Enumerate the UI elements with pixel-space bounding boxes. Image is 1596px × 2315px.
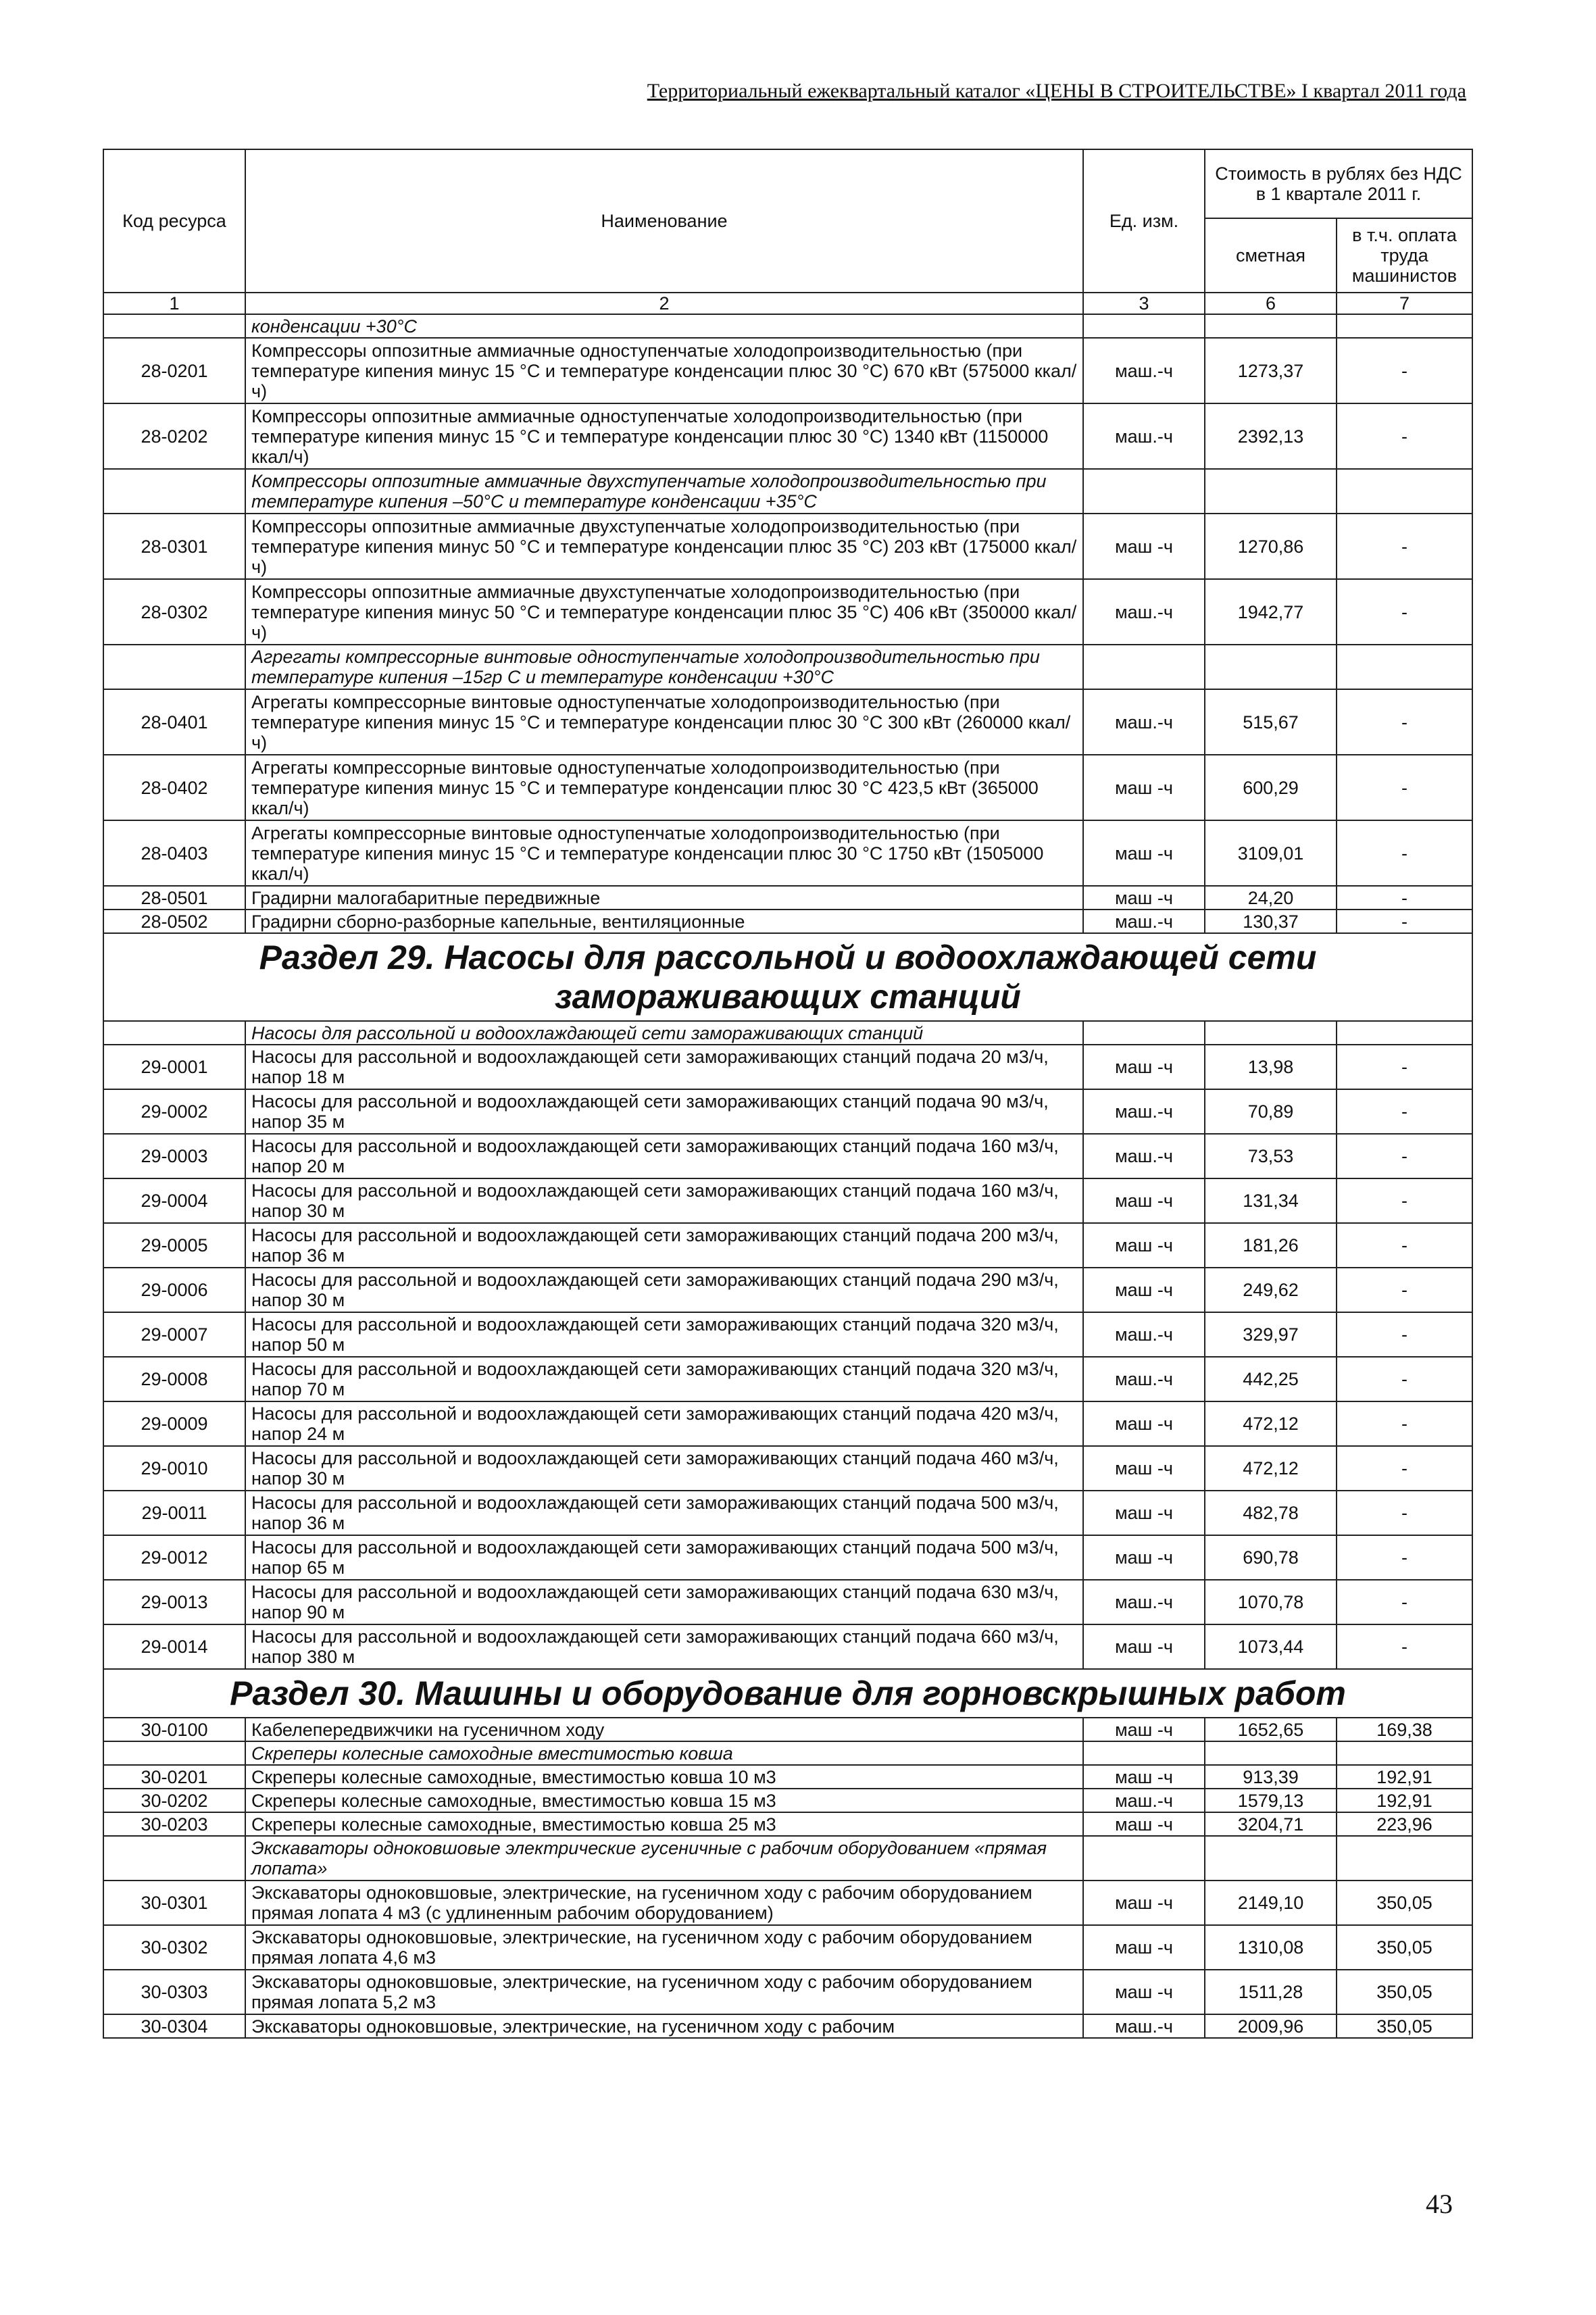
labor-cost: -: [1337, 1178, 1472, 1223]
unit-cell: маш -ч: [1083, 1446, 1205, 1491]
unit-cell: маш -ч: [1083, 1970, 1205, 2014]
resource-name: Компрессоры оппозитные аммиачные двухступенчатые холодопроизводительностью (при температуре кипения минус 50 °С и температуре конденсации плюс 35 °С) 406 кВт (350000 ккал/ч): [245, 579, 1083, 645]
resource-name: Насосы для рассольной и водоохлаждающей сети замораживающих станций подача 320 м3/ч, напор 70 м: [245, 1357, 1083, 1401]
labor-cost: -: [1337, 1268, 1472, 1312]
estimate-cost: 329,97: [1205, 1312, 1337, 1357]
resource-name: Насосы для рассольной и водоохлаждающей сети замораживающих станций подача 420 м3/ч, напор 24 м: [245, 1401, 1083, 1446]
column-number: 2: [245, 293, 1083, 314]
resource-name: Агрегаты компрессорные винтовые одноступенчатые холодопроизводительностью (при температуре кипения минус 15 °С и температуре конденсации плюс 30 °С 300 кВт (260000 ккал/ч): [245, 689, 1083, 755]
resource-code: 30-0202: [103, 1789, 245, 1812]
estimate-cost: 1073,44: [1205, 1624, 1337, 1669]
resource-name: Скреперы колесные самоходные вместимостью ковша: [245, 1741, 1083, 1765]
unit-cell: маш -ч: [1083, 1178, 1205, 1223]
labor-cost: -: [1337, 755, 1472, 820]
table-row: [103, 910, 1472, 933]
labor-cost: 350,05: [1337, 1925, 1472, 1970]
resource-name: Экскаваторы одноковшовые, электрические, на гусеничном ходу с рабочим оборудованием прямая лопата 4,6 м3: [245, 1925, 1083, 1970]
header-code: Код ресурса: [103, 149, 245, 293]
estimate-cost: 130,37: [1205, 910, 1337, 933]
table-row: [103, 1357, 1472, 1401]
resource-code: 29-0008: [103, 1357, 245, 1401]
unit-cell: маш -ч: [1083, 886, 1205, 910]
labor-cost: -: [1337, 1045, 1472, 1089]
resource-name: конденсации +30°С: [245, 314, 1083, 338]
estimate-cost: 1652,65: [1205, 1718, 1337, 1741]
labor-cost: -: [1337, 1580, 1472, 1624]
resource-name: Насосы для рассольной и водоохлаждающей сети замораживающих станций подача 630 м3/ч, напор 90 м: [245, 1580, 1083, 1624]
column-number-row: [103, 293, 1472, 314]
unit-cell: маш.-ч: [1083, 910, 1205, 933]
resource-code: 29-0007: [103, 1312, 245, 1357]
resource-code: 29-0005: [103, 1223, 245, 1268]
resource-name: Компрессоры оппозитные аммиачные одноступенчатые холодопроизводительностью (при температуре кипения минус 15 °С и температуре конденсации плюс 30 °С) 1340 кВт (1150000 ккал/ч): [245, 403, 1083, 469]
estimate-cost: [1205, 314, 1337, 338]
unit-cell: маш.-ч: [1083, 579, 1205, 645]
resource-name: Насосы для рассольной и водоохлаждающей сети замораживающих станций подача 200 м3/ч, напор 36 м: [245, 1223, 1083, 1268]
section-heading: Раздел 30. Машины и оборудование для горновскрышных работ: [103, 1669, 1472, 1718]
catalog-table-body: [103, 149, 1472, 2038]
resource-code: [103, 645, 245, 689]
unit-cell: маш -ч: [1083, 1268, 1205, 1312]
table-row: [103, 1312, 1472, 1357]
column-number: 1: [103, 293, 245, 314]
header-unit: Ед. изм.: [1083, 149, 1205, 293]
estimate-cost: 600,29: [1205, 755, 1337, 820]
table-row: [103, 1134, 1472, 1178]
labor-cost: [1337, 1021, 1472, 1045]
resource-name: Градирни сборно-разборные капельные, вентиляционные: [245, 910, 1083, 933]
resource-name: Насосы для рассольной и водоохлаждающей сети замораживающих станций подача 90 м3/ч, напор 35 м: [245, 1089, 1083, 1134]
table-row: [103, 579, 1472, 645]
resource-name: Насосы для рассольной и водоохлаждающей сети замораживающих станций подача 160 м3/ч, напор 30 м: [245, 1178, 1083, 1223]
unit-cell: маш -ч: [1083, 514, 1205, 579]
section-heading: Раздел 29. Насосы для рассольной и водоохлаждающей сети замораживающих станций: [103, 933, 1472, 1021]
estimate-cost: 3204,71: [1205, 1812, 1337, 1836]
estimate-cost: 181,26: [1205, 1223, 1337, 1268]
labor-cost: -: [1337, 1134, 1472, 1178]
resource-code: [103, 1741, 245, 1765]
unit-cell: маш.-ч: [1083, 1312, 1205, 1357]
unit-cell: маш -ч: [1083, 1718, 1205, 1741]
estimate-cost: 1942,77: [1205, 579, 1337, 645]
resource-code: 29-0012: [103, 1535, 245, 1580]
estimate-cost: 3109,01: [1205, 820, 1337, 886]
resource-name: Скреперы колесные самоходные, вместимостью ковша 15 м3: [245, 1789, 1083, 1812]
column-number: 3: [1083, 293, 1205, 314]
estimate-cost: 1511,28: [1205, 1970, 1337, 2014]
unit-cell: маш.-ч: [1083, 1580, 1205, 1624]
labor-cost: -: [1337, 338, 1472, 403]
unit-cell: маш.-ч: [1083, 1789, 1205, 1812]
table-row: [103, 1718, 1472, 1741]
table-row: [103, 1268, 1472, 1312]
estimate-cost: 73,53: [1205, 1134, 1337, 1178]
resource-code: 29-0003: [103, 1134, 245, 1178]
resource-code: 30-0100: [103, 1718, 245, 1741]
labor-cost: [1337, 645, 1472, 689]
resource-name: Насосы для рассольной и водоохлаждающей сети замораживающих станций подача 500 м3/ч, напор 36 м: [245, 1491, 1083, 1535]
unit-cell: [1083, 645, 1205, 689]
estimate-cost: 131,34: [1205, 1178, 1337, 1223]
resource-code: 28-0502: [103, 910, 245, 933]
resource-name: Градирни малогабаритные передвижные: [245, 886, 1083, 910]
resource-code: 28-0501: [103, 886, 245, 910]
estimate-cost: 1310,08: [1205, 1925, 1337, 1970]
table-row: [103, 755, 1472, 820]
table-row: [103, 1045, 1472, 1089]
resource-name: Насосы для рассольной и водоохлаждающей сети замораживающих станций подача 460 м3/ч, напор 30 м: [245, 1446, 1083, 1491]
labor-cost: -: [1337, 1357, 1472, 1401]
labor-cost: -: [1337, 689, 1472, 755]
unit-cell: маш -ч: [1083, 1223, 1205, 1268]
resource-code: 30-0301: [103, 1881, 245, 1925]
estimate-cost: 913,39: [1205, 1765, 1337, 1789]
estimate-cost: 482,78: [1205, 1491, 1337, 1535]
header-cost-labor: в т.ч. оплата труда машинистов: [1337, 218, 1472, 293]
labor-cost: 350,05: [1337, 1881, 1472, 1925]
resource-name: Кабелепередвижчики на гусеничном ходу: [245, 1718, 1083, 1741]
unit-cell: маш -ч: [1083, 1624, 1205, 1669]
resource-code: 28-0302: [103, 579, 245, 645]
resource-name: Насосы для рассольной и водоохлаждающей сети замораживающих станций подача 320 м3/ч, напор 50 м: [245, 1312, 1083, 1357]
unit-cell: маш -ч: [1083, 1925, 1205, 1970]
resource-code: [103, 469, 245, 514]
resource-code: 29-0009: [103, 1401, 245, 1446]
labor-cost: -: [1337, 1624, 1472, 1669]
resource-code: 29-0002: [103, 1089, 245, 1134]
resource-code: 28-0201: [103, 338, 245, 403]
labor-cost: 192,91: [1337, 1789, 1472, 1812]
unit-cell: [1083, 469, 1205, 514]
unit-cell: маш -ч: [1083, 1765, 1205, 1789]
unit-cell: маш -ч: [1083, 1491, 1205, 1535]
table-row: [103, 1446, 1472, 1491]
labor-cost: 350,05: [1337, 1970, 1472, 2014]
resource-name: Компрессоры оппозитные аммиачные двухступенчатые холодопроизводительностью (при температуре кипения минус 50 °С и температуре конденсации плюс 35 °С) 203 кВт (175000 ккал/ч): [245, 514, 1083, 579]
resource-name: Экскаваторы одноковшовые, электрические, на гусеничном ходу с рабочим: [245, 2014, 1083, 2038]
unit-cell: маш -ч: [1083, 1535, 1205, 1580]
unit-cell: маш.-ч: [1083, 338, 1205, 403]
table-row: [103, 1925, 1472, 1970]
table-row: [103, 1089, 1472, 1134]
estimate-cost: 13,98: [1205, 1045, 1337, 1089]
resource-code: 30-0304: [103, 2014, 245, 2038]
unit-cell: [1083, 314, 1205, 338]
estimate-cost: 472,12: [1205, 1446, 1337, 1491]
estimate-cost: 2149,10: [1205, 1881, 1337, 1925]
labor-cost: -: [1337, 1401, 1472, 1446]
resource-name: Компрессоры оппозитные аммиачные двухступенчатые холодопроизводительностью при температуре кипения –50°С и температуре конденсации +35°С: [245, 469, 1083, 514]
table-row: [103, 1580, 1472, 1624]
unit-cell: маш -ч: [1083, 1881, 1205, 1925]
estimate-cost: [1205, 1741, 1337, 1765]
estimate-cost: [1205, 1021, 1337, 1045]
resource-name: Насосы для рассольной и водоохлаждающей сети замораживающих станций подача 660 м3/ч, напор 380 м: [245, 1624, 1083, 1669]
resource-code: 30-0203: [103, 1812, 245, 1836]
table-row: [103, 1970, 1472, 2014]
resource-code: 29-0011: [103, 1491, 245, 1535]
table-row: [103, 2014, 1472, 2038]
table-row: [103, 403, 1472, 469]
price-catalog-table: [103, 149, 1473, 2039]
labor-cost: -: [1337, 1535, 1472, 1580]
table-row: [103, 1178, 1472, 1223]
labor-cost: -: [1337, 1089, 1472, 1134]
estimate-cost: 249,62: [1205, 1268, 1337, 1312]
estimate-cost: 690,78: [1205, 1535, 1337, 1580]
table-row: [103, 1223, 1472, 1268]
table-row: [103, 1491, 1472, 1535]
estimate-cost: [1205, 1836, 1337, 1881]
estimate-cost: 1273,37: [1205, 338, 1337, 403]
table-row: [103, 1535, 1472, 1580]
unit-cell: маш.-ч: [1083, 1089, 1205, 1134]
resource-name: Агрегаты компрессорные винтовые одноступенчатые холодопроизводительностью (при температуре кипения минус 15 °С и температуре конденсации плюс 30 °С 423,5 кВт (365000 ккал/ч): [245, 755, 1083, 820]
unit-cell: [1083, 1021, 1205, 1045]
labor-cost: 169,38: [1337, 1718, 1472, 1741]
labor-cost: 192,91: [1337, 1765, 1472, 1789]
table-row: [103, 1789, 1472, 1812]
estimate-cost: 515,67: [1205, 689, 1337, 755]
resource-name: Насосы для рассольной и водоохлаждающей сети замораживающих станций подача 290 м3/ч, напор 30 м: [245, 1268, 1083, 1312]
resource-code: 30-0201: [103, 1765, 245, 1789]
resource-code: 29-0001: [103, 1045, 245, 1089]
table-header-row-1: [103, 149, 1472, 218]
table-row: [103, 689, 1472, 755]
column-number: 7: [1337, 293, 1472, 314]
page-number: 43: [1426, 2189, 1453, 2219]
resource-name: Экскаваторы одноковшовые, электрические, на гусеничном ходу с рабочим оборудованием прямая лопата 4 м3 (с удлиненным рабочим оборудованием): [245, 1881, 1083, 1925]
estimate-cost: [1205, 469, 1337, 514]
group-header-row: [103, 645, 1472, 689]
resource-code: 29-0014: [103, 1624, 245, 1669]
group-header-row: [103, 314, 1472, 338]
resource-code: 28-0401: [103, 689, 245, 755]
unit-cell: маш.-ч: [1083, 1357, 1205, 1401]
resource-code: 30-0303: [103, 1970, 245, 2014]
labor-cost: -: [1337, 1446, 1472, 1491]
resource-code: 29-0004: [103, 1178, 245, 1223]
estimate-cost: 1070,78: [1205, 1580, 1337, 1624]
table-row: [103, 1881, 1472, 1925]
resource-code: 30-0302: [103, 1925, 245, 1970]
section-heading-row: [103, 933, 1472, 1021]
header-name: Наименование: [245, 149, 1083, 293]
table-row: [103, 338, 1472, 403]
resource-name: Насосы для рассольной и водоохлаждающей сети замораживающих станций подача 160 м3/ч, напор 20 м: [245, 1134, 1083, 1178]
table-row: [103, 1765, 1472, 1789]
estimate-cost: 1270,86: [1205, 514, 1337, 579]
unit-cell: маш -ч: [1083, 1812, 1205, 1836]
table-row: [103, 514, 1472, 579]
labor-cost: -: [1337, 886, 1472, 910]
resource-code: 28-0402: [103, 755, 245, 820]
estimate-cost: 2392,13: [1205, 403, 1337, 469]
unit-cell: маш -ч: [1083, 755, 1205, 820]
estimate-cost: [1205, 645, 1337, 689]
unit-cell: маш -ч: [1083, 820, 1205, 886]
estimate-cost: 24,20: [1205, 886, 1337, 910]
unit-cell: маш.-ч: [1083, 689, 1205, 755]
resource-name: Насосы для рассольной и водоохлаждающей сети замораживающих станций: [245, 1021, 1083, 1045]
unit-cell: [1083, 1836, 1205, 1881]
group-header-row: [103, 1021, 1472, 1045]
estimate-cost: 442,25: [1205, 1357, 1337, 1401]
header-cost-estimate: сметная: [1205, 218, 1337, 293]
table-row: [103, 886, 1472, 910]
resource-code: 29-0006: [103, 1268, 245, 1312]
header-cost-group: Стоимость в рублях без НДС в 1 квартале 2011 г.: [1205, 149, 1472, 218]
resource-code: 28-0301: [103, 514, 245, 579]
resource-name: Компрессоры оппозитные аммиачные одноступенчатые холодопроизводительностью (при температуре кипения минус 15 °С и температуре конденсации плюс 30 °С) 670 кВт (575000 ккал/ч): [245, 338, 1083, 403]
unit-cell: маш -ч: [1083, 1045, 1205, 1089]
column-number: 6: [1205, 293, 1337, 314]
resource-name: Агрегаты компрессорные винтовые одноступенчатые холодопроизводительностью (при температуре кипения минус 15 °С и температуре конденсации плюс 30 °С 1750 кВт (1505000 ккал/ч): [245, 820, 1083, 886]
unit-cell: маш.-ч: [1083, 2014, 1205, 2038]
estimate-cost: 1579,13: [1205, 1789, 1337, 1812]
labor-cost: 350,05: [1337, 2014, 1472, 2038]
group-header-row: [103, 469, 1472, 514]
resource-name: Экскаваторы одноковшовые электрические гусеничные с рабочим оборудованием «прямая лопата»: [245, 1836, 1083, 1881]
resource-name: Скреперы колесные самоходные, вместимостью ковша 10 м3: [245, 1765, 1083, 1789]
group-header-row: [103, 1836, 1472, 1881]
labor-cost: [1337, 314, 1472, 338]
labor-cost: 223,96: [1337, 1812, 1472, 1836]
estimate-cost: 70,89: [1205, 1089, 1337, 1134]
estimate-cost: 472,12: [1205, 1401, 1337, 1446]
section-heading-row: [103, 1669, 1472, 1718]
labor-cost: -: [1337, 1223, 1472, 1268]
labor-cost: [1337, 1836, 1472, 1881]
table-row: [103, 1624, 1472, 1669]
labor-cost: [1337, 1741, 1472, 1765]
labor-cost: -: [1337, 403, 1472, 469]
resource-name: Скреперы колесные самоходные, вместимостью ковша 25 м3: [245, 1812, 1083, 1836]
resource-code: 29-0010: [103, 1446, 245, 1491]
page-header-title: Территориальный ежеквартальный каталог «ЦЕНЫ В СТРОИТЕЛЬСТВЕ» I квартал 2011 года: [647, 80, 1466, 102]
resource-code: 29-0013: [103, 1580, 245, 1624]
labor-cost: -: [1337, 1491, 1472, 1535]
resource-code: [103, 314, 245, 338]
unit-cell: [1083, 1741, 1205, 1765]
group-header-row: [103, 1741, 1472, 1765]
resource-name: Агрегаты компрессорные винтовые одноступенчатые холодопроизводительностью при температуре кипения –15гр С и температуре конденсации +30°С: [245, 645, 1083, 689]
table-row: [103, 1401, 1472, 1446]
resource-code: 28-0202: [103, 403, 245, 469]
labor-cost: -: [1337, 910, 1472, 933]
resource-code: [103, 1021, 245, 1045]
unit-cell: маш.-ч: [1083, 1134, 1205, 1178]
resource-code: [103, 1836, 245, 1881]
labor-cost: [1337, 469, 1472, 514]
estimate-cost: 2009,96: [1205, 2014, 1337, 2038]
labor-cost: -: [1337, 1312, 1472, 1357]
table-row: [103, 820, 1472, 886]
labor-cost: -: [1337, 820, 1472, 886]
unit-cell: маш -ч: [1083, 1401, 1205, 1446]
resource-name: Экскаваторы одноковшовые, электрические, на гусеничном ходу с рабочим оборудованием прямая лопата 5,2 м3: [245, 1970, 1083, 2014]
table-row: [103, 1812, 1472, 1836]
labor-cost: -: [1337, 579, 1472, 645]
unit-cell: маш.-ч: [1083, 403, 1205, 469]
labor-cost: -: [1337, 514, 1472, 579]
resource-name: Насосы для рассольной и водоохлаждающей сети замораживающих станций подача 500 м3/ч, напор 65 м: [245, 1535, 1083, 1580]
resource-name: Насосы для рассольной и водоохлаждающей сети замораживающих станций подача 20 м3/ч, напор 18 м: [245, 1045, 1083, 1089]
resource-code: 28-0403: [103, 820, 245, 886]
